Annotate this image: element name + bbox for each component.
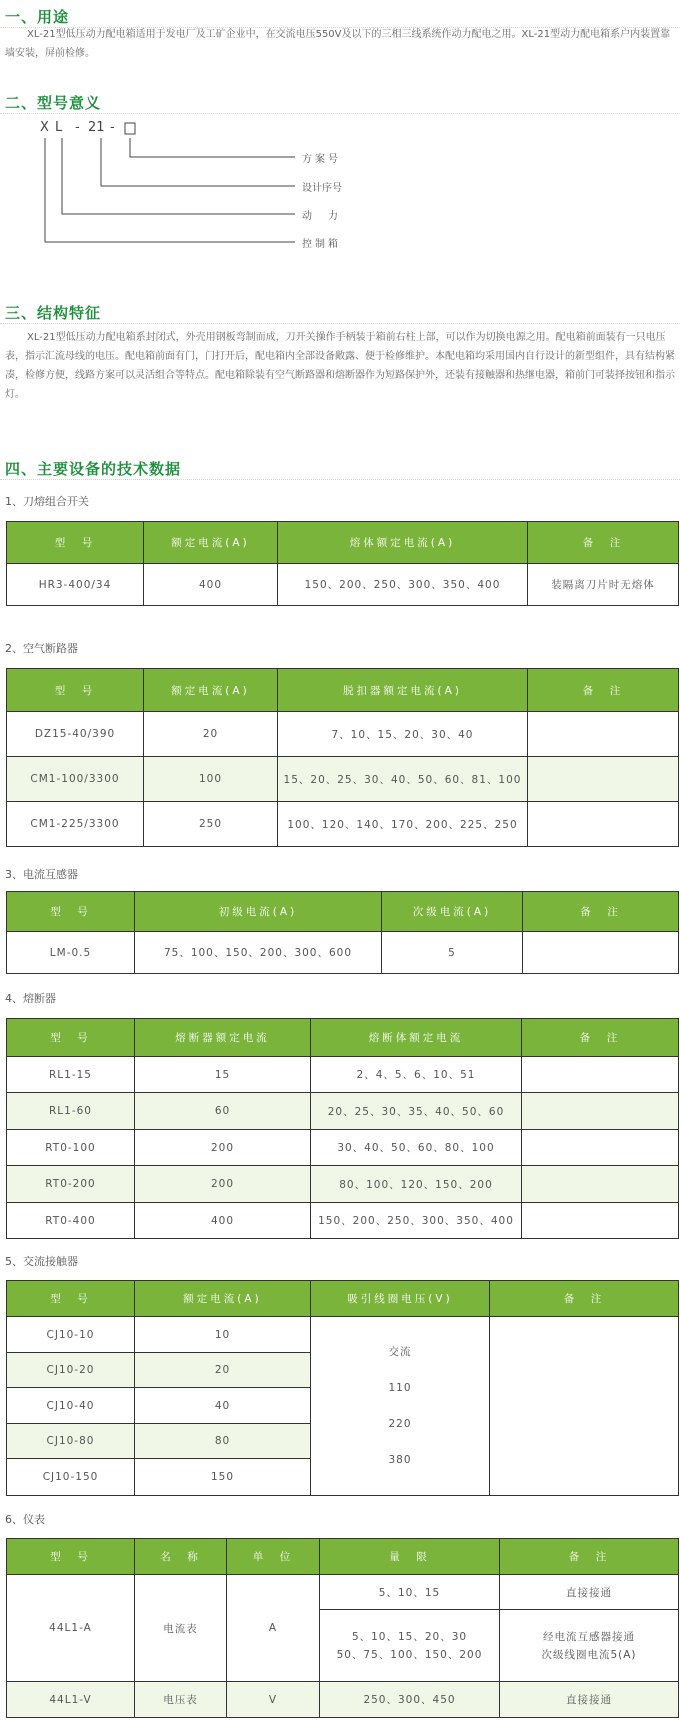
table-cell: RT0-100 [7,1130,135,1166]
table-instrument [6,1538,679,1718]
range-line: 5、10、15、20、30 [351,1630,468,1643]
table4-caption: 4、熔断器 [5,992,56,1005]
table-fuse [6,1018,679,1239]
code-char: - [110,120,115,135]
table-cell: 250 [144,802,278,847]
table-cell: 7、10、15、20、30、40 [278,712,528,757]
table-cell: RT0-400 [7,1203,135,1239]
code-char: - [75,120,80,135]
coil-voltage-cell [311,1317,490,1496]
table-cell: 44L1-V [7,1682,135,1718]
col-header: 熔断体额定电流 [311,1019,522,1057]
note-cell [490,1317,679,1496]
table-cell [522,1093,679,1130]
table-current-transformer [6,891,679,974]
label-control-box: 控制箱 [302,239,341,250]
label-design-seq: 设计序号 [302,183,342,194]
table-cell: 44L1-A [7,1575,135,1682]
table5-caption: 5、交流接触器 [5,1255,78,1268]
table-cell: 150、200、250、300、350、400 [311,1203,522,1239]
section-title-model: 二、型号意义 [5,94,102,112]
col-header: 备 注 [522,1019,679,1057]
col-header: 备 注 [500,1539,679,1575]
col-header: 备 注 [528,669,679,712]
note-line: 次级线圈电流5(A) [541,1648,637,1661]
table-row [7,757,679,802]
table-cell [528,802,679,847]
voltage-value: 380 [388,1454,412,1466]
table-cell: CJ10-10 [7,1317,135,1353]
table-cell: 2、4、5、6、10、51 [311,1057,522,1093]
table-cell: RL1-60 [7,1093,135,1130]
table-cell: DZ15-40/390 [7,712,144,757]
col-header: 额定电流(A) [144,669,278,712]
range-line: 50、75、100、150、200 [336,1648,483,1661]
col-header: 型 号 [7,1281,135,1317]
section-title-techdata: 四、主要设备的技术数据 [5,460,182,478]
table-cell: 5、10、15 [320,1575,500,1610]
voltage-value: 220 [388,1418,412,1430]
table-cell: 电压表 [135,1682,227,1718]
label-scheme-no: 方案号 [302,154,341,165]
table-cell: 400 [144,564,278,606]
table-row [7,932,679,974]
col-header: 型 号 [7,1019,135,1057]
table6-caption: 6、仪表 [5,1513,45,1526]
section-title-usage: 一、用途 [5,8,70,26]
table-cell [500,1610,679,1682]
table-cell: 电流表 [135,1575,227,1682]
table-cell: 400 [135,1203,311,1239]
voltage-value: 110 [388,1382,412,1394]
col-header: 量 限 [320,1539,500,1575]
table-cell [320,1610,500,1682]
table3-caption: 3、电流互感器 [5,868,78,881]
table-cell: 10 [135,1317,311,1353]
structure-text: XL-21型低压动力配电箱系封闭式，外壳用钢板弯制而成，刀开关操作手柄装于箱前右柱上部，可以作为切换电源之用。配电箱前面装有一只电压表，指示汇流母线的电压。配电箱前面有门，门打开后，配电箱内全部设备敞露、便于检修维护。本配电箱均采用国内自行设计的新型组件，具有结构紧凑，检修方便，线路方案可以灵活组合等特点。配电箱除装有空气断路器和熔断器作为短路保护外，还装有接触器和热继电器，箱前门可装择按钮和指示灯。 [5,332,675,400]
table-cell [522,1166,679,1203]
table-row [7,1682,679,1718]
table2-caption: 2、空气断路器 [5,642,78,655]
table-cell: CJ10-40 [7,1388,135,1424]
table-cell [522,1130,679,1166]
table-cell [528,757,679,802]
table-cell: 装隔离刀片时无熔体 [528,564,679,606]
col-header: 备 注 [523,892,679,932]
table-row [7,1093,679,1130]
table-cell [523,932,679,974]
table-cell [528,712,679,757]
table-row [7,1575,679,1610]
table-cell: 直接接通 [500,1682,679,1718]
col-header: 型 号 [7,522,144,564]
table-cell: 40 [135,1388,311,1424]
col-header: 脱扣器额定电流(A) [278,669,528,712]
col-header: 熔断器额定电流 [135,1019,311,1057]
table-cell: 150、200、250、300、350、400 [278,564,528,606]
table-cell [522,1203,679,1239]
table-knife-fuse-switch [6,521,679,606]
table-cell: 80、100、120、150、200 [311,1166,522,1203]
label-power: 动 力 [302,211,341,222]
table-cell: 80 [135,1424,311,1459]
col-header: 熔体额定电流(A) [278,522,528,564]
code-char: L [55,120,63,135]
table-cell: 30、40、50、60、80、100 [311,1130,522,1166]
col-header: 额定电流(A) [135,1281,311,1317]
table-cell: 20、25、30、35、40、50、60 [311,1093,522,1130]
table-cell: 60 [135,1093,311,1130]
col-header: 吸引线圈电压(V) [311,1281,490,1317]
code-char: 21 [88,120,105,135]
table-row [7,712,679,757]
table-cell: CJ10-20 [7,1353,135,1388]
col-header: 初级电流(A) [135,892,382,932]
table-cell: 200 [135,1130,311,1166]
table-row [7,1203,679,1239]
section-title-structure: 三、结构特征 [5,304,102,322]
table-cell: 15 [135,1057,311,1093]
col-header: 次级电流(A) [382,892,523,932]
table-cell: A [227,1575,320,1682]
table-cell: CM1-225/3300 [7,802,144,847]
table-air-breaker [6,668,679,847]
table-row [7,1317,679,1353]
table-cell: 15、20、25、30、40、50、60、81、100 [278,757,528,802]
table-cell: 250、300、450 [320,1682,500,1718]
table-cell: RL1-15 [7,1057,135,1093]
col-header: 单 位 [227,1539,320,1575]
col-header: 备 注 [490,1281,679,1317]
table-cell: HR3-400/34 [7,564,144,606]
usage-text: XL-21型低压动力配电箱适用于发电厂及工矿企业中，在交流电压550V及以下的三相三线系统作动力配电之用。XL-21型动力配电箱系户内装置靠墙安装，屏前检修。 [5,29,671,59]
table-cell: 200 [135,1166,311,1203]
table-row [7,1057,679,1093]
col-header: 型 号 [7,669,144,712]
table-cell: V [227,1682,320,1718]
table-cell: 100、120、140、170、200、225、250 [278,802,528,847]
col-header: 备 注 [528,522,679,564]
table-cell: LM-0.5 [7,932,135,974]
table-cell: 直接接通 [500,1575,679,1610]
table-cell: 150 [135,1459,311,1496]
code-char: X [40,120,49,135]
table-cell: CJ10-80 [7,1424,135,1459]
placeholder-box [125,123,135,134]
col-header: 型 号 [7,1539,135,1575]
table-cell: 100 [144,757,278,802]
table-cell: 75、100、150、200、300、600 [135,932,382,974]
table-cell [522,1057,679,1093]
table1-caption: 1、刀熔组合开关 [5,495,89,508]
table-row [7,1166,679,1203]
col-header: 型 号 [7,892,135,932]
divider [0,479,680,480]
note-line: 经电流互感器接通 [543,1630,635,1643]
col-header: 额定电流(A) [144,522,278,564]
voltage-type: 交流 [388,1346,412,1358]
table-row [7,1130,679,1166]
table-cell: RT0-200 [7,1166,135,1203]
col-header: 名 称 [135,1539,227,1575]
table-cell: 5 [382,932,523,974]
table-ac-contactor [6,1280,679,1496]
table-cell: CM1-100/3300 [7,757,144,802]
table-cell: CJ10-150 [7,1459,135,1496]
table-cell: 20 [144,712,278,757]
table-cell: 20 [135,1353,311,1388]
table-row [7,802,679,847]
divider [0,323,680,324]
